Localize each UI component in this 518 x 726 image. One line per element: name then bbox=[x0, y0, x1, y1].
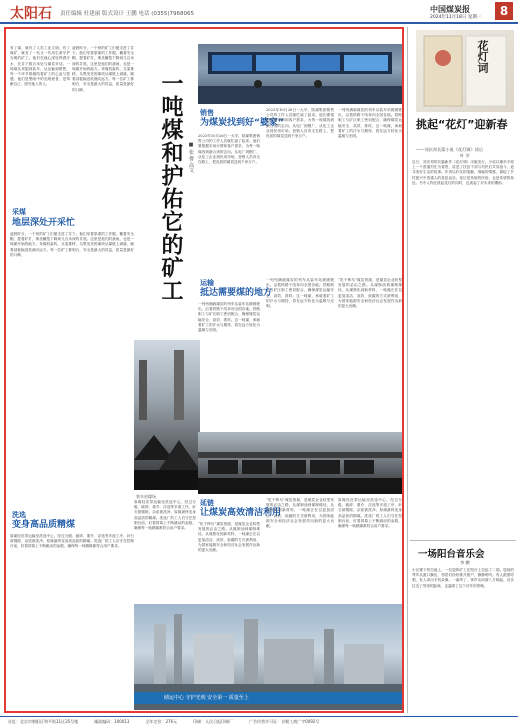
section-title-sales: 为煤炭找到好“婆家” bbox=[200, 118, 284, 128]
section-kicker-sales: 销售 bbox=[200, 109, 214, 117]
book-review-headline: 挑起“花灯”迎新春 bbox=[416, 118, 508, 131]
mining-section-text: 凌晨时分，一个班的矿工们便走进了井下。他们穿着厚重的工作服，戴着安全帽，提着矿灯，乘坐罐笼下降到几百米深的井底。这里是他们的战场，也是一吨煤开始的地方。采煤机轰鸣，支架推移，乌黑发亮的煤块从煤壁上剥落，顺着刮板输送机流向远方。每一位矿工都明白，安全是最大的效益，质量是最好的口碑。 bbox=[10, 232, 134, 257]
section-title-mining: 地层深处开采忙 bbox=[12, 218, 76, 228]
editor-credits: 责任编辑 杜建丽 版式设计 王鹏 电话 (0355)7968065 bbox=[60, 11, 195, 17]
transport-section-text: 一列列满载煤炭的列车从装车站缓缓驶出，沿着铁路干线奔向全国各地。铁路职工与矿区职工密切配合，确保煤炭运输安全、高效、准时。这一吨煤，承载着矿工的汗水与期待，将在远方转化为温暖与光明。 bbox=[198, 302, 260, 333]
coal-yard-caption: 装车站煤场 bbox=[136, 494, 156, 499]
coal-yard-illustration bbox=[134, 340, 200, 490]
right-divider bbox=[410, 540, 516, 541]
footer-postcode: 邮政编码：100013 bbox=[94, 719, 130, 724]
book-cover bbox=[416, 30, 514, 112]
book-review-text: 近日，刘庆邦的长篇新作《花灯调》出版发行。小说以豫东平原上一个普通村庄为背景，讲述了扶贫干部与村民们共同奋斗、追寻美好生活的故事。作者以朴实的笔触、细腻的情感，描绘了乡村振兴中普通人的喜怒哀乐。花灯是传统的民俗，也是希望的象征。书中人物在挑起花灯的同时，也挑起了对未来的期盼。 bbox=[412, 160, 514, 185]
sales-section-text-cont: 2023年10月26日一大早，陕煤集团销售公司的工作人员就忙碌了起来。他们要根据市场行情和客户需求，为每一吨煤找到最合适的去向。从电厂到钢厂，从化工企业到民用市场，营销人员奔走在路上，把优质的煤炭送到千家万户。 bbox=[266, 108, 334, 139]
concert-headline: 一场阳台音乐会 bbox=[418, 549, 485, 560]
footer-price: 全年定价：276元 bbox=[145, 719, 178, 724]
book-review-author: 叶 芳 bbox=[460, 153, 470, 158]
section-title-extension: 让煤炭高效清洁利用 bbox=[200, 508, 282, 518]
main-byline: ■ 张 曹 高文 bbox=[188, 142, 194, 173]
chemical-plant-photo bbox=[134, 604, 402, 710]
transport-section-text-cont-2: “吃干榨尽”煤炭资源，是煤炭企业转型发展的必由之路。从煤制油到煤制烯烃，从煤焦化到新材料，一吨煤正在以更加清洁、高效、低碳的方式被利用，为国家能源安全和经济社会发展作出新的更大贡献。 bbox=[338, 278, 402, 309]
book-cover-title: 花灯词 bbox=[476, 40, 489, 73]
section-title: 太阳石 bbox=[10, 6, 52, 22]
coal-yard-photo bbox=[134, 340, 200, 490]
page-number-badge: 8 bbox=[495, 2, 513, 20]
concert-text: 小区楼下的空地上，一位退休矿工在阳台上拉起了二胡。悠扬的琴声从窗口飘出，邻居们纷纷推开窗户，静静聆听。有人跟着哼唱，有人拿出手机录像。一曲终了，掌声从四面八方响起。音乐拉近了邻里的距离，也温暖了这个初冬的傍晚。 bbox=[412, 568, 514, 588]
newspaper-name: 中国煤炭报 bbox=[430, 5, 470, 14]
book-cover-illustration bbox=[416, 30, 514, 112]
washing-section-text-cont: 原煤经皮带运输至洗选中心，经过分级、破碎、重介、浮选等多道工序，矸石被剔除，杂质被洗净，原煤最终变身高品质的精煤。洗选厂的工人们守在控制台前，盯着屏幕上不断跳动的参数，确保每一吨精煤都符合用户要求。 bbox=[134, 500, 196, 531]
main-intro-text-cont: 凌晨时分，一个班的矿工们便走进了井下。他们穿着厚重的工作服，戴着安全帽，提着矿灯，乘坐罐笼下降到几百米深的井底。这里是他们的战场，也是一吨煤开始的地方。采煤机轰鸣，支架推移，乌黑发亮的煤块从煤壁上剥落，顺着刮板输送机流向远方。每一位矿工都明白，安全是最大的效益，质量是最好的口碑。 bbox=[72, 46, 134, 92]
coal-train-photo bbox=[198, 432, 402, 494]
washing-section-text: 原煤经皮带运输至洗选中心，经过分级、破碎、重介、浮选等多道工序，矸石被剔除，杂质被洗净，原煤最终变身高品质的精煤。洗选厂的工人们守在控制台前，盯着屏幕上不断跳动的参数，确保每一吨精煤都符合用户要求。 bbox=[10, 534, 134, 549]
extension-section-text-cont: “吃干榨尽”煤炭资源，是煤炭企业转型发展的必由之路。从煤制油到煤制烯烃，从煤焦化到新材料，一吨煤正在以更加清洁、高效、低碳的方式被利用，为国家能源安全和经济社会发展作出新的更大贡献。 bbox=[266, 498, 334, 529]
sales-section-text-cont-2: 一列列满载煤炭的列车从装车站缓缓驶出，沿着铁路干线奔向全国各地。铁路职工与矿区职工密切配合，确保煤炭运输安全、高效、准时。这一吨煤，承载着矿工的汗水与期待，将在远方转化为温暖与光明。 bbox=[338, 108, 402, 139]
section-title-washing: 变身高品质精煤 bbox=[12, 520, 76, 530]
page-header bbox=[0, 0, 518, 24]
page-footer bbox=[0, 716, 518, 726]
main-intro-text: 有了煤，就有了人类工业文明；有了煤矿，就有了一代又一代用生命守护光明的矿工。他们在地心深处挥洒汗水，在井下数百米处与煤炭对话。一吨煤从采掘到装车，从运输到销售，每一个环节都凝结着矿工的心血与智慧。他们是黑暗中的光明使者，是奉献自己、照亮他人的人。 bbox=[10, 46, 70, 87]
footer-printer: 印刷：人民日报印刷厂 bbox=[193, 719, 234, 724]
section-kicker-mining: 采煤 bbox=[12, 208, 26, 216]
book-review-subhead: ——刘庆邦长篇小说《花灯调》读后 bbox=[416, 147, 484, 152]
main-headline: 一吨煤和护佑它的矿工 bbox=[158, 72, 184, 302]
extension-section-text: “吃干榨尽”煤炭资源，是煤炭企业转型发展的必由之路。从煤制油到煤制烯烃，从煤焦化到新材料，一吨煤正在以更加清洁、高效、低碳的方式被利用，为国家能源安全和经济社会发展作出新的更大贡献。 bbox=[198, 522, 260, 553]
issue-date: 2024年11月18日 星期一 bbox=[430, 15, 482, 20]
sales-section-text: 2023年10月26日一大早，陕煤集团销售公司的工作人员就忙碌了起来。他们要根据市场行情和客户需求，为每一吨煤找到最合适的去向。从电厂到钢厂，从化工企业到民用市场，营销人员奔走在路上，把优质的煤炭送到千家万户。 bbox=[198, 134, 260, 165]
control-room-illustration bbox=[198, 44, 402, 104]
column-divider bbox=[407, 27, 408, 713]
extension-section-text-cont-2: 原煤经皮带运输至洗选中心，经过分级、破碎、重介、浮选等多道工序，矸石被剔除，杂质被洗净，原煤最终变身高品质的精煤。洗选厂的工人们守在控制台前，盯着屏幕上不断跳动的参数，确保每一吨精煤都符合用户要求。 bbox=[338, 498, 402, 529]
section-kicker-extension: 延链 bbox=[200, 499, 214, 507]
section-title-transport: 抵达需要煤的地方 bbox=[200, 288, 273, 298]
section-kicker-transport: 运输 bbox=[200, 279, 214, 287]
footer-ad-license: 广告经营许可证：京朝工商广字0092号 bbox=[249, 719, 320, 724]
coal-train-illustration bbox=[198, 432, 402, 494]
section-kicker-washing: 洗选 bbox=[12, 511, 26, 519]
control-room-photo bbox=[198, 44, 402, 104]
footer-address: 社址：北京市朝阳区和平街11区35号楼 bbox=[8, 719, 79, 724]
plant-banner: 储运中心 守护光明 安全第一 质量至上 bbox=[134, 692, 402, 704]
transport-section-text-cont: 一列列满载煤炭的列车从装车站缓缓驶出，沿着铁路干线奔向全国各地。铁路职工与矿区职工密切配合，确保煤炭运输安全、高效、准时。这一吨煤，承载着矿工的汗水与期待，将在远方转化为温暖与光明。 bbox=[266, 278, 334, 309]
concert-author: 李 鹏 bbox=[460, 560, 470, 565]
